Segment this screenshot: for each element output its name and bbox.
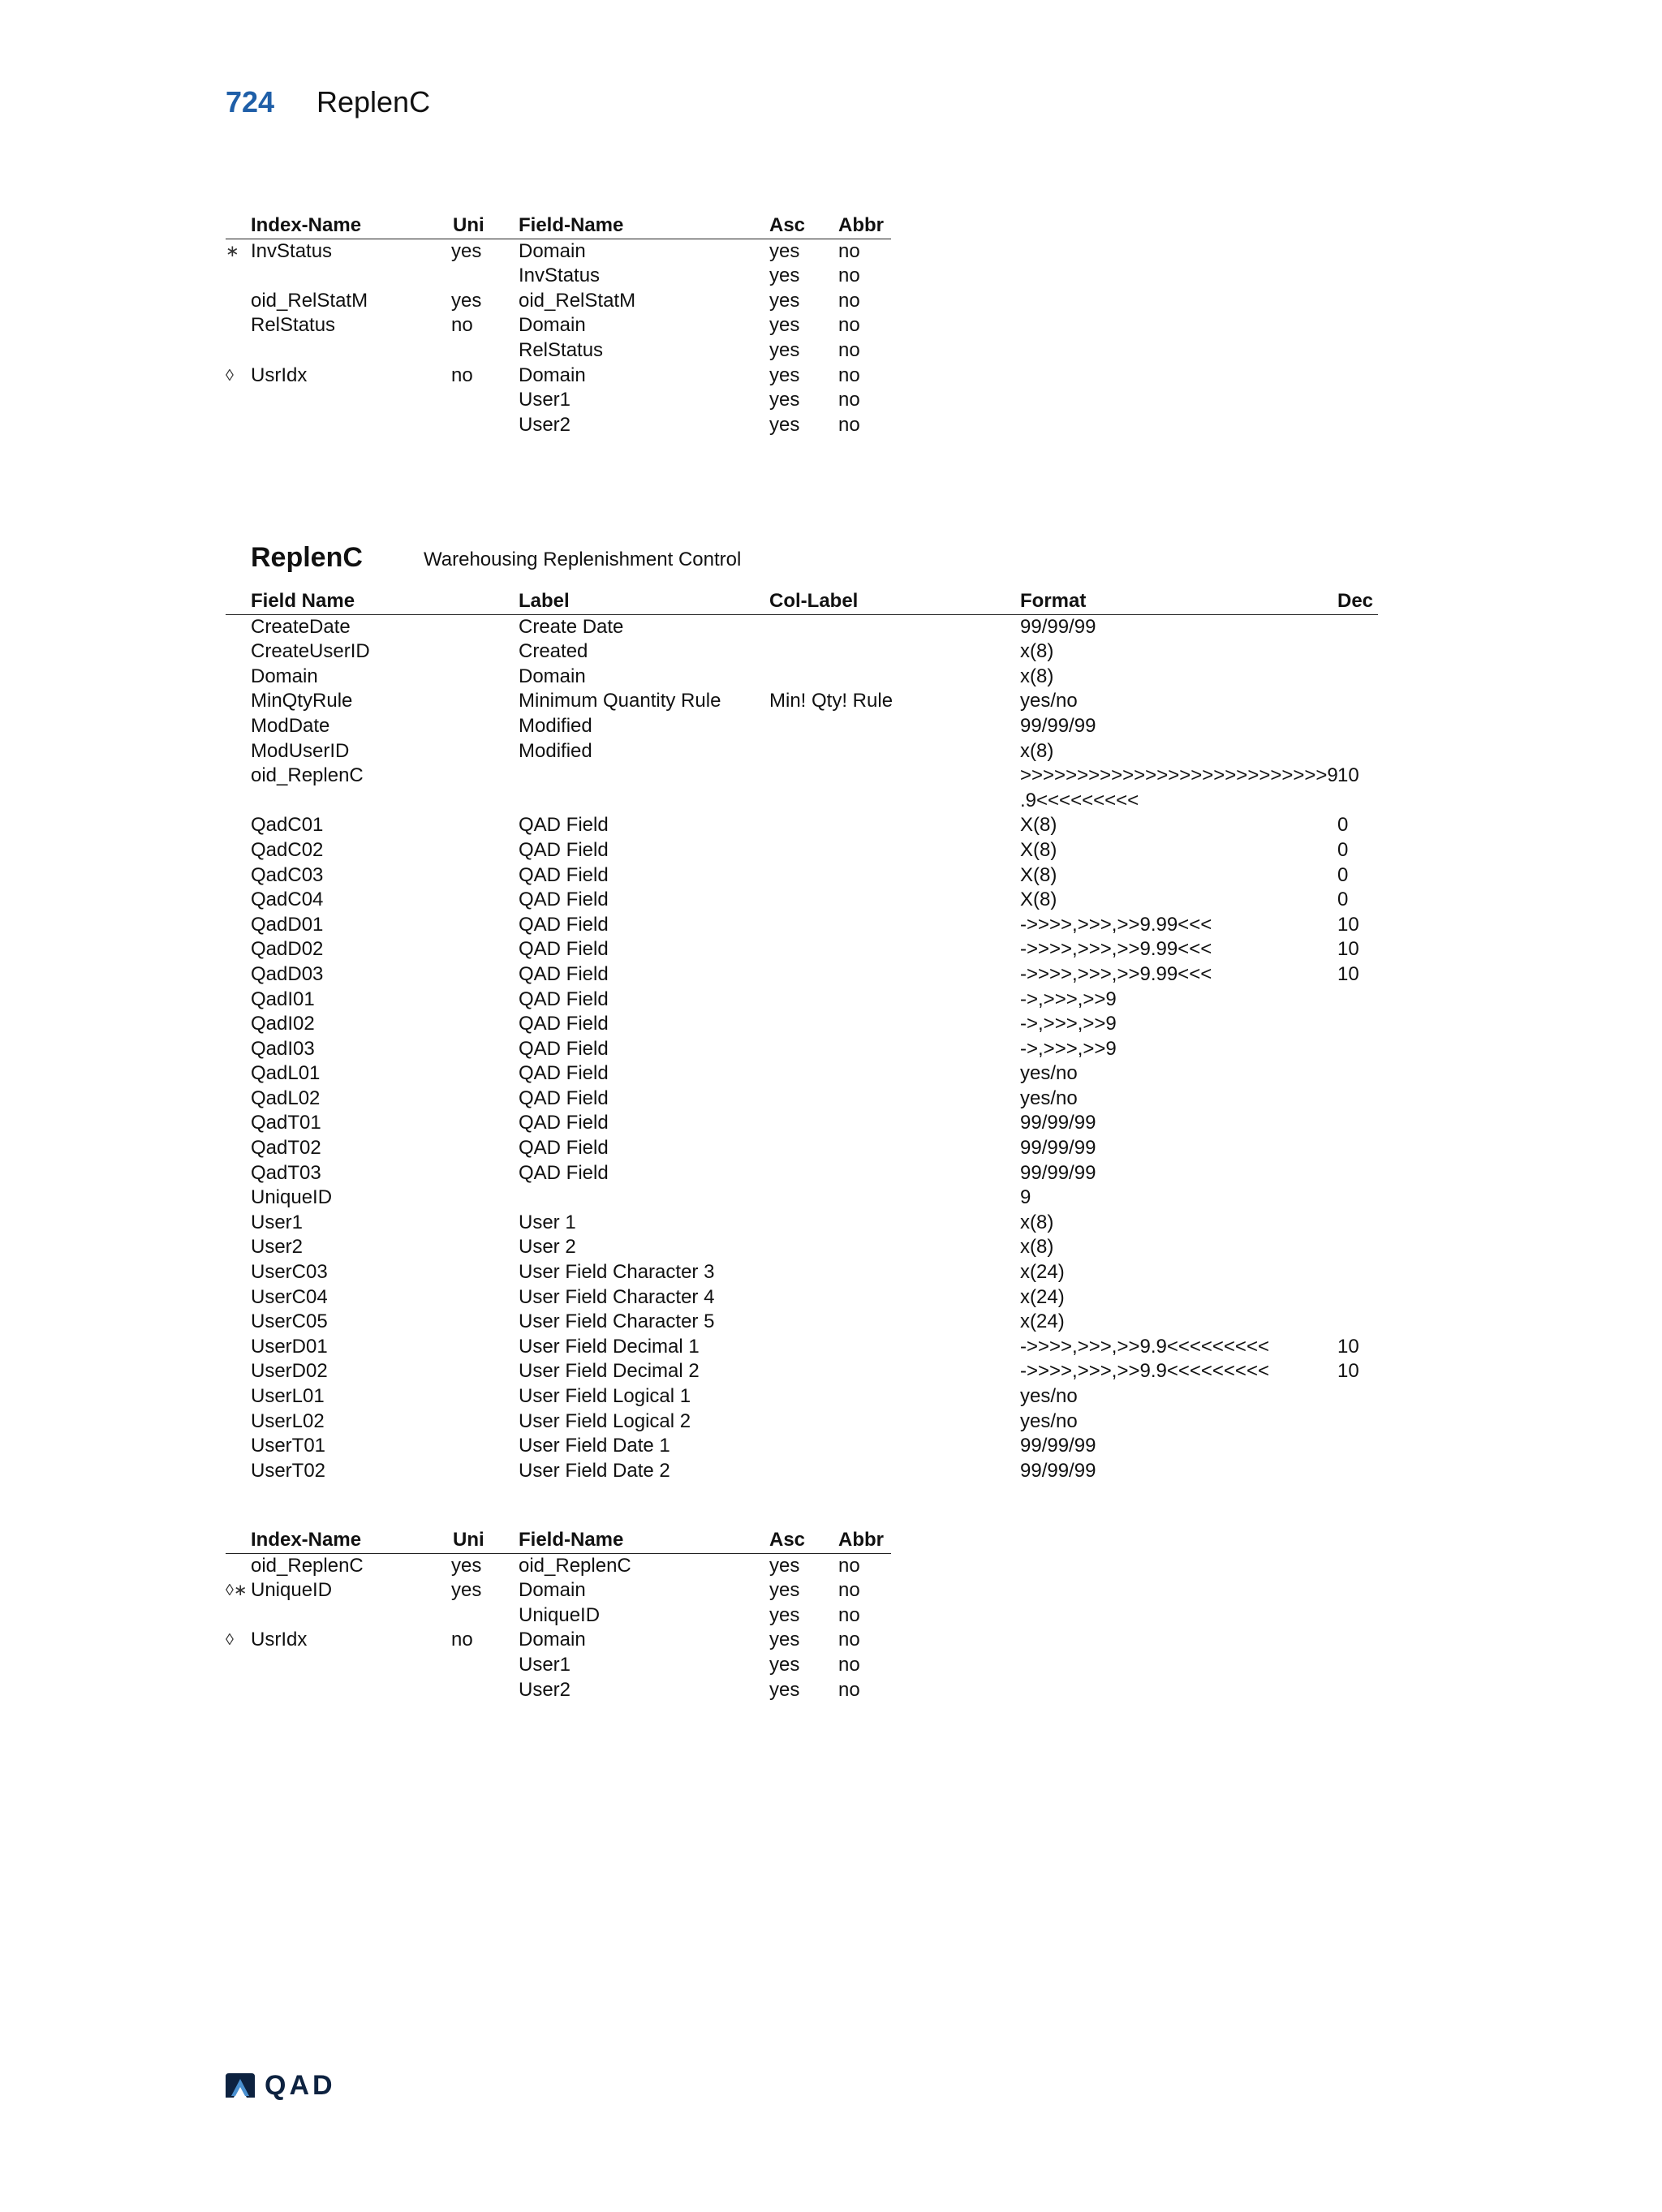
field-format: 99/99/99 [1020, 714, 1096, 737]
index-name: oid_ReplenC [251, 1554, 364, 1577]
qad-logo-text: QAD [265, 2070, 336, 2101]
field-row [226, 1136, 1378, 1161]
field-name: oid_ReplenC [251, 764, 364, 787]
asc-header: Asc [769, 1529, 806, 1551]
field-name: QadC03 [251, 863, 324, 886]
field-row [226, 838, 1378, 863]
index-asc: yes [769, 413, 800, 436]
abbr-header: Abbr [838, 1529, 884, 1551]
field-name: ModUserID [251, 739, 350, 762]
field-row [226, 1459, 1378, 1484]
field-decimals: 10 [1337, 1335, 1359, 1358]
index-field: oid_ReplenC [519, 1554, 631, 1577]
field-name: UserC04 [251, 1285, 328, 1308]
field-name-header: Field-Name [519, 214, 624, 236]
index-field: UniqueID [519, 1603, 601, 1626]
field-name: UniqueID [251, 1186, 333, 1209]
format-header: Format [1020, 590, 1087, 612]
index-asc: yes [769, 1579, 800, 1602]
field-name: Domain [251, 665, 318, 687]
index-name: UsrIdx [251, 364, 308, 386]
field-format: yes/no [1020, 690, 1078, 712]
index-field: User2 [519, 413, 571, 436]
index-name-header: Index-Name [251, 1529, 362, 1551]
index-asc: yes [769, 239, 800, 262]
index-name: InvStatus [251, 239, 333, 262]
field-label: QAD Field [519, 838, 609, 861]
field-label: User 2 [519, 1236, 576, 1259]
field-decimals: 10 [1337, 1360, 1359, 1383]
field-name: QadI03 [251, 1037, 315, 1060]
field-name: User2 [251, 1236, 304, 1259]
field-label: User Field Logical 1 [519, 1385, 691, 1407]
field-row [226, 1285, 1378, 1310]
index-abbr: no [838, 338, 860, 361]
index-row [226, 1628, 891, 1653]
index-asc: yes [769, 1554, 800, 1577]
field-format: yes/no [1020, 1385, 1078, 1407]
index-row [226, 388, 891, 413]
field-row [226, 962, 1378, 988]
field-format: yes/no [1020, 1062, 1078, 1085]
field-row [226, 764, 1378, 789]
field-format: 99/99/99 [1020, 1459, 1096, 1482]
field-format: X(8) [1020, 838, 1057, 861]
field-label: Minimum Quantity Rule [519, 690, 721, 712]
field-label: User Field Decimal 1 [519, 1335, 700, 1358]
dec-header: Dec [1337, 590, 1374, 612]
field-label: Modified [519, 714, 592, 737]
index-field: RelStatus [519, 338, 604, 361]
field-decimals: 0 [1337, 814, 1349, 837]
field-decimals: 10 [1337, 764, 1359, 787]
index-unique: yes [451, 289, 482, 312]
field-format: 99/99/99 [1020, 1161, 1096, 1184]
index-asc: yes [769, 314, 800, 337]
field-format: x(8) [1020, 739, 1054, 762]
index-unique: yes [451, 1554, 482, 1577]
field-format: ->>>>,>>>,>>9.99<<< [1020, 962, 1212, 985]
field-name: CreateDate [251, 615, 351, 638]
field-label: QAD Field [519, 913, 609, 936]
field-row [226, 1061, 1378, 1087]
field-row [226, 813, 1378, 838]
field-format: 99/99/99 [1020, 1137, 1096, 1160]
field-decimals: 10 [1337, 962, 1359, 985]
field-label: QAD Field [519, 988, 609, 1010]
index-marker: ∗ [226, 242, 239, 260]
field-row [226, 988, 1378, 1013]
abbr-header: Abbr [838, 214, 884, 236]
field-col-label: Min! Qty! Rule [769, 690, 893, 712]
field-label: User Field Date 1 [519, 1435, 670, 1457]
field-name-header: Field Name [251, 590, 355, 612]
field-header-row [226, 589, 1378, 614]
field-row [226, 739, 1378, 764]
field-name: UserT01 [251, 1435, 326, 1457]
index-name: oid_RelStatM [251, 289, 368, 312]
field-name: CreateUserID [251, 640, 370, 663]
field-label: QAD Field [519, 863, 609, 886]
field-row [226, 1409, 1378, 1435]
field-row [226, 1359, 1378, 1384]
field-name-header: Field-Name [519, 1529, 624, 1551]
field-row [226, 1335, 1378, 1360]
field-name: QadT01 [251, 1112, 321, 1134]
index-abbr: no [838, 1554, 860, 1577]
field-label: User Field Decimal 2 [519, 1360, 700, 1383]
field-row [226, 1384, 1378, 1409]
field-format: >>>>>>>>>>>>>>>>>>>>>>>>>>>9 [1020, 764, 1338, 787]
field-format: ->,>>>,>>9 [1020, 1037, 1117, 1060]
asc-header: Asc [769, 214, 806, 236]
index-header-row [226, 1528, 891, 1553]
field-label: QAD Field [519, 814, 609, 837]
field-label: QAD Field [519, 938, 609, 961]
index-row [226, 1554, 891, 1579]
field-format: x(8) [1020, 640, 1054, 663]
index-abbr: no [838, 265, 860, 287]
field-label: Created [519, 640, 588, 663]
field-table [226, 589, 1378, 1483]
label-header: Label [519, 590, 570, 612]
index-row [226, 413, 891, 438]
field-format: X(8) [1020, 814, 1057, 837]
field-format: x(8) [1020, 1211, 1054, 1233]
index-name-header: Index-Name [251, 214, 362, 236]
field-label: User Field Character 3 [519, 1261, 715, 1284]
field-name: QadI01 [251, 988, 315, 1010]
index-marker: ◊∗ [226, 1582, 248, 1600]
field-label: QAD Field [519, 1112, 609, 1134]
field-format-continuation: .9<<<<<<<<< [1020, 789, 1139, 811]
field-format: ->,>>>,>>9 [1020, 988, 1117, 1010]
field-label: QAD Field [519, 889, 609, 911]
index-name: RelStatus [251, 314, 336, 337]
index-abbr: no [838, 1579, 860, 1602]
field-row [226, 714, 1378, 739]
field-label: QAD Field [519, 1013, 609, 1035]
field-label: QAD Field [519, 1062, 609, 1085]
field-decimals: 10 [1337, 913, 1359, 936]
field-label: User Field Character 5 [519, 1310, 715, 1333]
field-name: UserL02 [251, 1409, 325, 1432]
field-label: User 1 [519, 1211, 576, 1233]
field-format: x(24) [1020, 1261, 1065, 1284]
field-row [226, 1012, 1378, 1037]
index-asc: yes [769, 1653, 800, 1676]
index-asc: yes [769, 289, 800, 312]
index-row [226, 313, 891, 338]
index-abbr: no [838, 1678, 860, 1701]
index-row [226, 1678, 891, 1703]
index-name: UniqueID [251, 1579, 333, 1602]
index-field: Domain [519, 239, 586, 262]
field-name: UserD02 [251, 1360, 328, 1383]
index-row [226, 1653, 891, 1678]
index-row [226, 338, 891, 364]
index-header-row [226, 213, 891, 239]
index-marker: ◊ [226, 366, 234, 385]
field-format: ->,>>>,>>9 [1020, 1013, 1117, 1035]
index-row [226, 289, 891, 314]
qad-logo-icon [224, 2072, 256, 2099]
field-format: x(24) [1020, 1285, 1065, 1308]
index-abbr: no [838, 413, 860, 436]
field-row-continuation [226, 789, 1378, 814]
index-abbr: no [838, 389, 860, 411]
index-abbr: no [838, 239, 860, 262]
index-asc: yes [769, 1603, 800, 1626]
index-row [226, 264, 891, 289]
index-unique: yes [451, 1579, 482, 1602]
index-asc: yes [769, 265, 800, 287]
index-name: UsrIdx [251, 1629, 308, 1651]
field-label: QAD Field [519, 1037, 609, 1060]
field-name: QadT02 [251, 1137, 321, 1160]
field-row [226, 1235, 1378, 1260]
page-number: 724 [226, 85, 275, 118]
index-abbr: no [838, 314, 860, 337]
field-label: QAD Field [519, 1137, 609, 1160]
field-format: x(8) [1020, 665, 1054, 687]
field-decimals: 0 [1337, 889, 1349, 911]
field-row [226, 888, 1378, 913]
field-name: QadD01 [251, 913, 324, 936]
field-format: ->>>>,>>>,>>9.9<<<<<<<<< [1020, 1335, 1269, 1358]
field-format: ->>>>,>>>,>>9.99<<< [1020, 913, 1212, 936]
index-marker: ◊ [226, 1631, 234, 1650]
field-row [226, 1161, 1378, 1186]
uni-header: Uni [453, 1529, 484, 1551]
field-row [226, 1037, 1378, 1062]
field-name: QadC04 [251, 889, 324, 911]
index-field: Domain [519, 314, 586, 337]
field-name: ModDate [251, 714, 330, 737]
field-name: MinQtyRule [251, 690, 353, 712]
field-row [226, 1087, 1378, 1112]
field-label: QAD Field [519, 1087, 609, 1109]
index-unique: yes [451, 239, 482, 262]
field-label: Create Date [519, 615, 624, 638]
field-name: QadL02 [251, 1087, 321, 1109]
field-row [226, 1211, 1378, 1236]
field-format: x(24) [1020, 1310, 1065, 1333]
index-row [226, 239, 891, 265]
index-unique: no [451, 364, 473, 386]
replenc-index-table [226, 1528, 891, 1702]
field-format: yes/no [1020, 1087, 1078, 1109]
field-row [226, 913, 1378, 938]
field-name: UserT02 [251, 1459, 326, 1482]
index-field: User1 [519, 389, 571, 411]
field-name: QadD02 [251, 938, 324, 961]
field-label: User Field Logical 2 [519, 1409, 691, 1432]
field-name: User1 [251, 1211, 304, 1233]
index-asc: yes [769, 389, 800, 411]
prev-index-table [226, 213, 891, 437]
field-format: x(8) [1020, 1236, 1054, 1259]
field-row [226, 615, 1378, 640]
uni-header: Uni [453, 214, 484, 236]
field-name: UserL01 [251, 1385, 325, 1407]
field-format: 99/99/99 [1020, 1435, 1096, 1457]
index-abbr: no [838, 1653, 860, 1676]
index-row [226, 364, 891, 389]
field-name: UserC03 [251, 1261, 328, 1284]
field-name: UserC05 [251, 1310, 328, 1333]
field-row [226, 665, 1378, 690]
index-unique: no [451, 314, 473, 337]
field-label: User Field Character 4 [519, 1285, 715, 1308]
field-format: X(8) [1020, 863, 1057, 886]
field-label: QAD Field [519, 962, 609, 985]
index-abbr: no [838, 1629, 860, 1651]
field-row [226, 937, 1378, 962]
field-row [226, 1310, 1378, 1335]
field-label: User Field Date 2 [519, 1459, 670, 1482]
index-field: InvStatus [519, 265, 601, 287]
col-label-header: Col-Label [769, 590, 859, 612]
qad-logo [224, 2072, 336, 2099]
index-field: User1 [519, 1653, 571, 1676]
field-format: ->>>>,>>>,>>9.9<<<<<<<<< [1020, 1360, 1269, 1383]
index-asc: yes [769, 338, 800, 361]
index-field: oid_RelStatM [519, 289, 636, 312]
index-field: User2 [519, 1678, 571, 1701]
field-name: QadC02 [251, 838, 324, 861]
index-asc: yes [769, 1678, 800, 1701]
index-field: Domain [519, 1579, 586, 1602]
field-name: QadT03 [251, 1161, 321, 1184]
field-row [226, 1260, 1378, 1285]
field-format: 9 [1020, 1186, 1031, 1209]
field-format: 99/99/99 [1020, 1112, 1096, 1134]
field-name: QadI02 [251, 1013, 315, 1035]
field-row [226, 863, 1378, 889]
field-label: Modified [519, 739, 592, 762]
field-row [226, 1186, 1378, 1211]
field-row [226, 1434, 1378, 1459]
index-abbr: no [838, 289, 860, 312]
field-row [226, 639, 1378, 665]
field-format: ->>>>,>>>,>>9.99<<< [1020, 938, 1212, 961]
field-name: QadD03 [251, 962, 324, 985]
field-label: QAD Field [519, 1161, 609, 1184]
field-row [226, 689, 1378, 714]
index-field: Domain [519, 364, 586, 386]
field-row [226, 1111, 1378, 1136]
field-decimals: 0 [1337, 838, 1349, 861]
index-row [226, 1578, 891, 1603]
field-format: yes/no [1020, 1409, 1078, 1432]
index-unique: no [451, 1629, 473, 1651]
field-name: QadL01 [251, 1062, 321, 1085]
table-description: Warehousing Replenishment Control [424, 549, 742, 570]
index-asc: yes [769, 364, 800, 386]
field-format: X(8) [1020, 889, 1057, 911]
index-asc: yes [769, 1629, 800, 1651]
field-decimals: 0 [1337, 863, 1349, 886]
index-abbr: no [838, 364, 860, 386]
field-label: Domain [519, 665, 586, 687]
index-field: Domain [519, 1629, 586, 1651]
field-decimals: 10 [1337, 938, 1359, 961]
index-row [226, 1603, 891, 1629]
field-name: QadC01 [251, 814, 324, 837]
table-name: ReplenC [251, 542, 363, 573]
index-abbr: no [838, 1603, 860, 1626]
page-title: ReplenC [316, 85, 431, 118]
field-format: 99/99/99 [1020, 615, 1096, 638]
field-name: UserD01 [251, 1335, 328, 1358]
